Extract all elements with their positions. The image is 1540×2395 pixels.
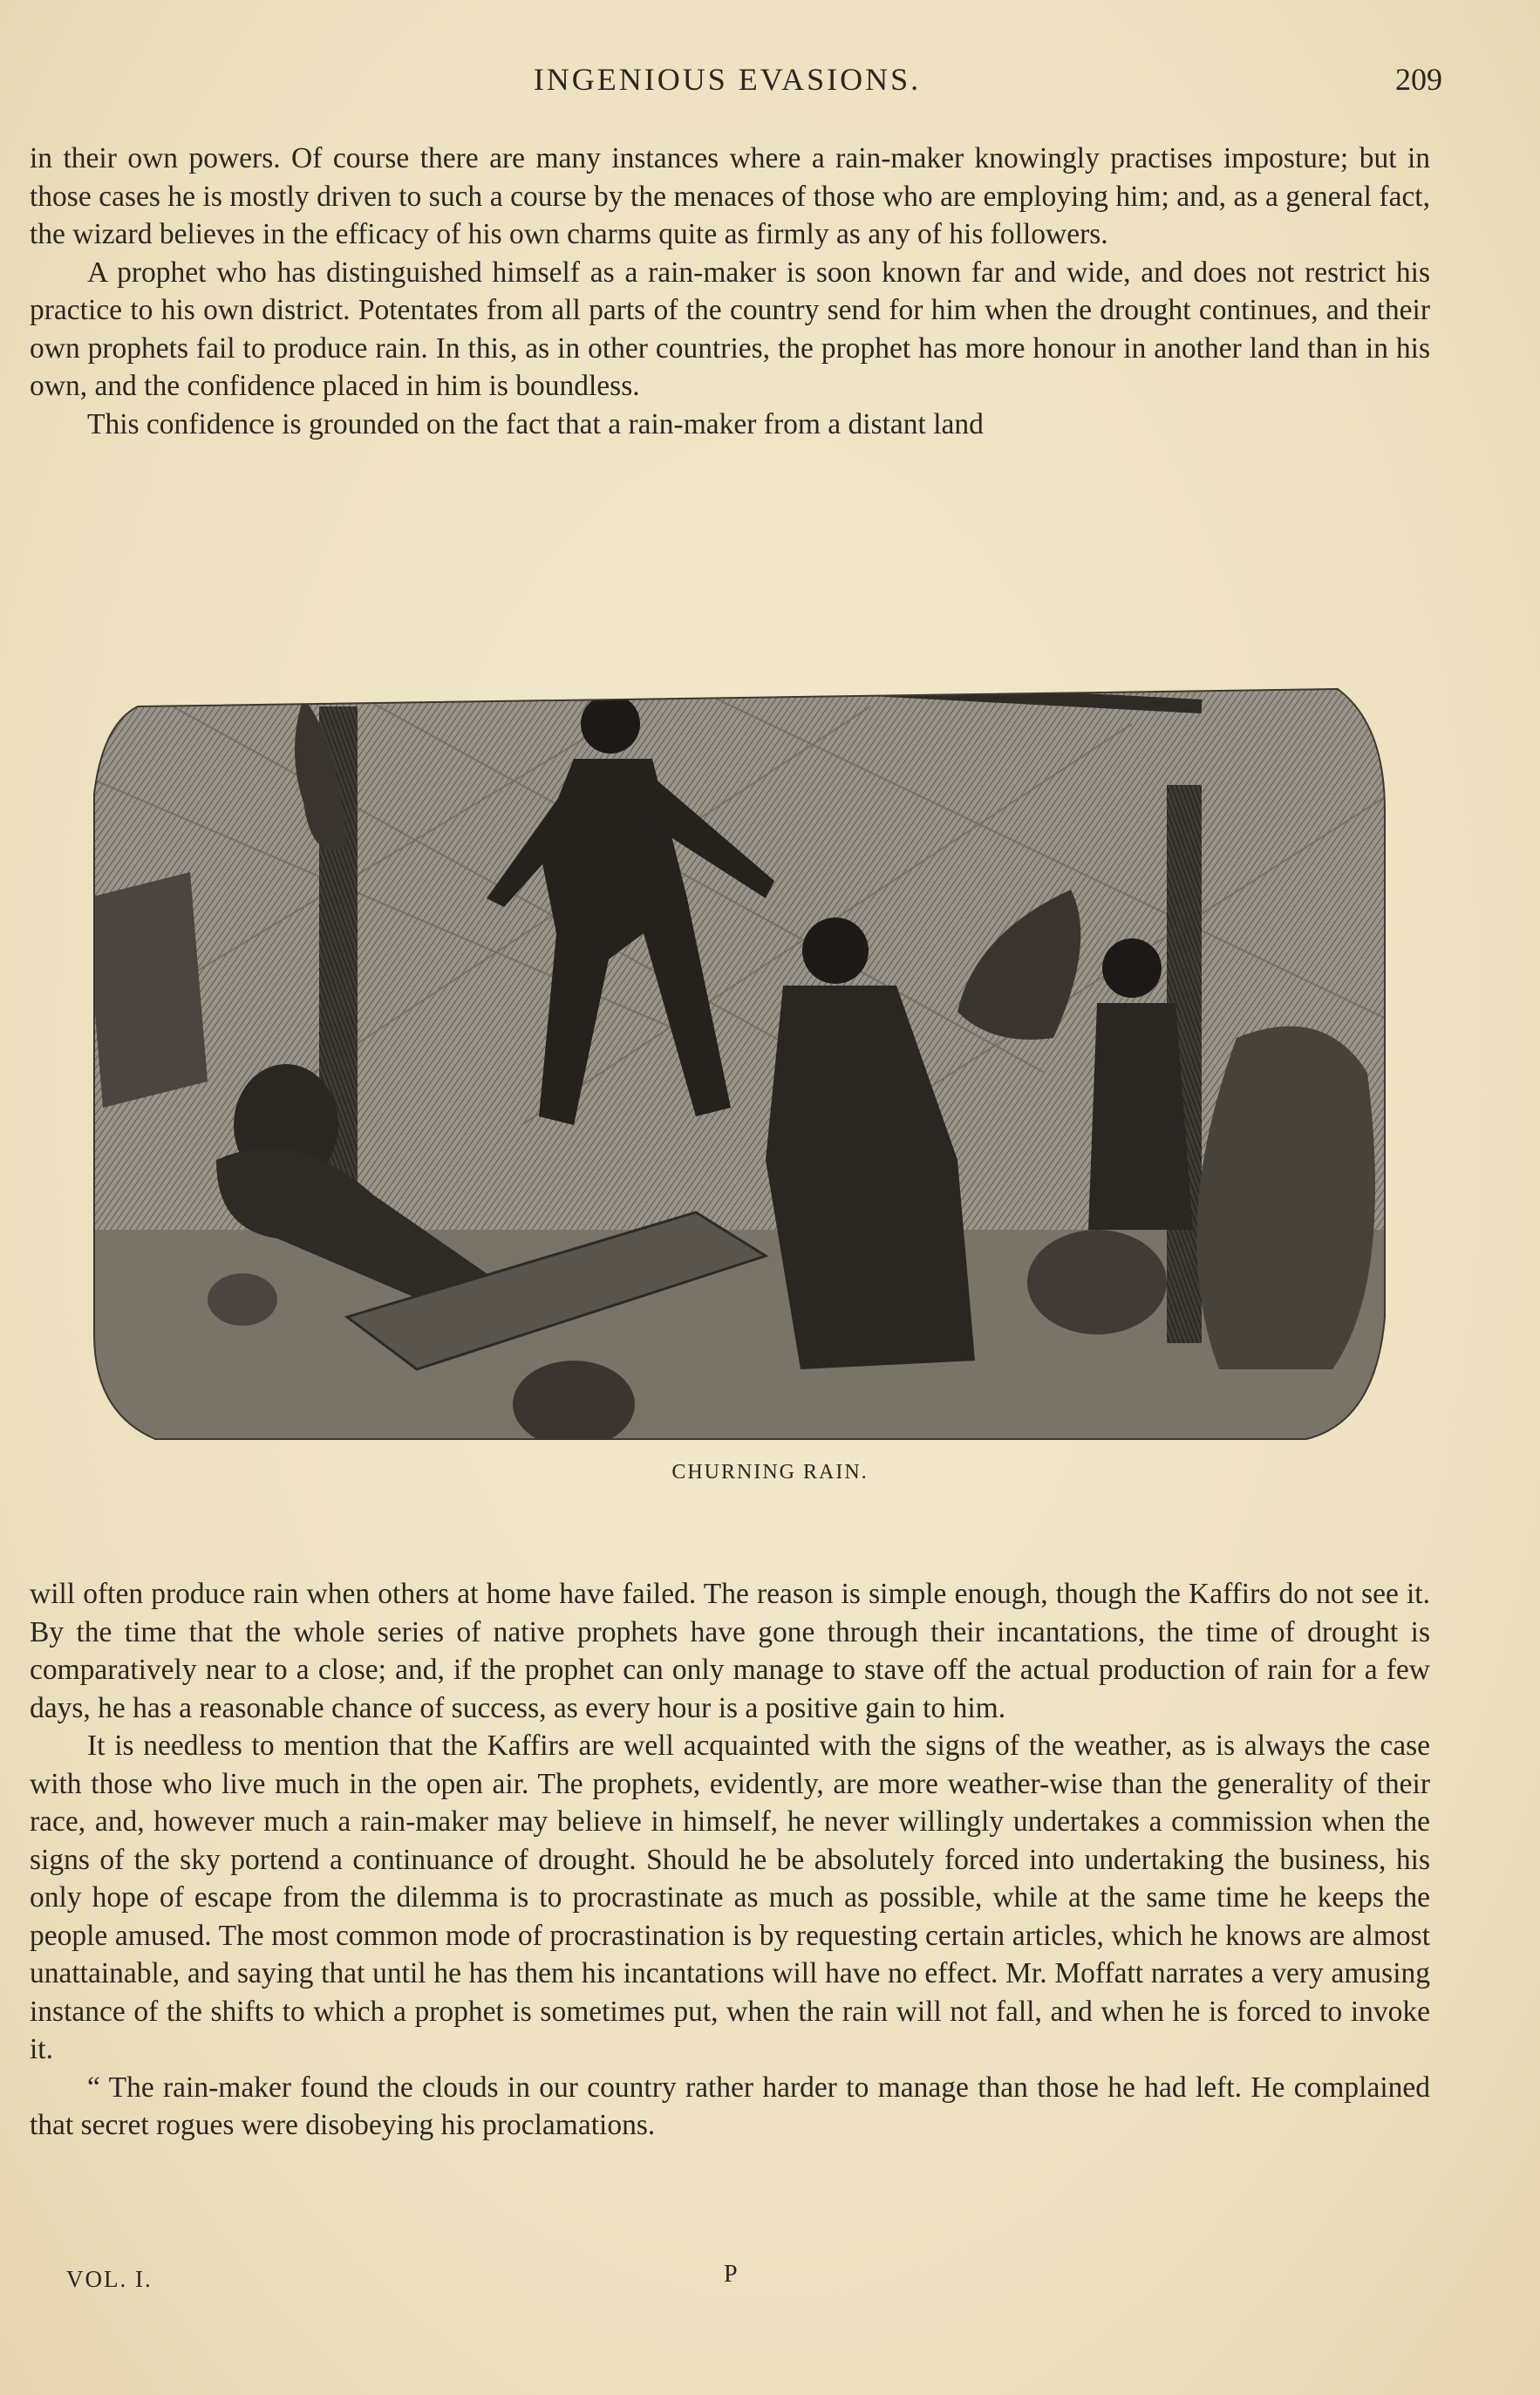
running-head (30, 61, 1442, 110)
figure-caption: CHURNING RAIN. (671, 1461, 869, 1484)
paragraph: “ The rain-maker found the clouds in our country rather harder to manage than those he had left. He complained that secret rogues were disobeying his proclamations. (30, 2071, 1430, 2141)
top-text-block (30, 140, 1430, 443)
running-title: INGENIOUS EVASIONS. (533, 62, 922, 97)
engraving-image (85, 672, 1390, 1448)
engraving-illustration (85, 672, 1390, 1448)
paragraph: in their own powers. Of course there are many instances where a rain-maker knowingly practises imposture; but in those cases he is mostly driven to such a course by the menaces of those who are employing him; and, as a general fact, the wizard believes in the efficacy of his own charms quite as firmly as any of his followers. (30, 142, 1430, 250)
paragraph: This confidence is grounded on the fact that a rain-maker from a distant land (87, 407, 984, 440)
paragraph: A prophet who has distinguished himself as a rain-maker is soon known far and wide, and does not restrict his practice to his own district. Potentates from all parts of the country send for him when the drought continues, and their own prophets fail to produce rain. In this, as in other countries, the prophet has more honour in another land than in his own, and the confidence placed in him is boundless. (30, 256, 1430, 402)
paragraph: will often produce rain when others at home have failed. The reason is simple enough, though the Kaffirs do not see it. By the time that the whole series of native prophets have gone through their incantations, the time of drought is comparatively near to a close; and, if the prophet can only manage to stave off the actual production of rain for a few days, he has a reasonable chance of success, as every hour is a positive gain to him. (30, 1578, 1430, 1724)
volume-label: VOL. I. (66, 2266, 153, 2292)
page-number: 209 (1395, 62, 1442, 97)
signature-mark: P (724, 2261, 738, 2288)
paragraph: It is needless to mention that the Kaffirs are well acquainted with the signs of the weather, as is always the case with those who live much in the open air. The prophets, evidently, are more weather-wise than the generality of their race, and, however much a rain-maker may believe in himself, he never willingly undertakes a commission when the signs of the sky portend a continuance of drought. Should he be absolutely forced into undertaking the business, his only hope of escape from the dilemma is to procrastinate as much as possible, while at the same time he keeps the people amused. The most common mode of procrastination is by requesting certain articles, which he knows are almost unattainable, and saying that until he has them his incantations will have no effect. Mr. Moffatt narrates a very amusing instance of the shifts to which a prophet is sometimes put, when the rain will not fall, and when he is forced to invoke it. (30, 1730, 1430, 2065)
bottom-text-block (30, 1575, 1430, 2145)
